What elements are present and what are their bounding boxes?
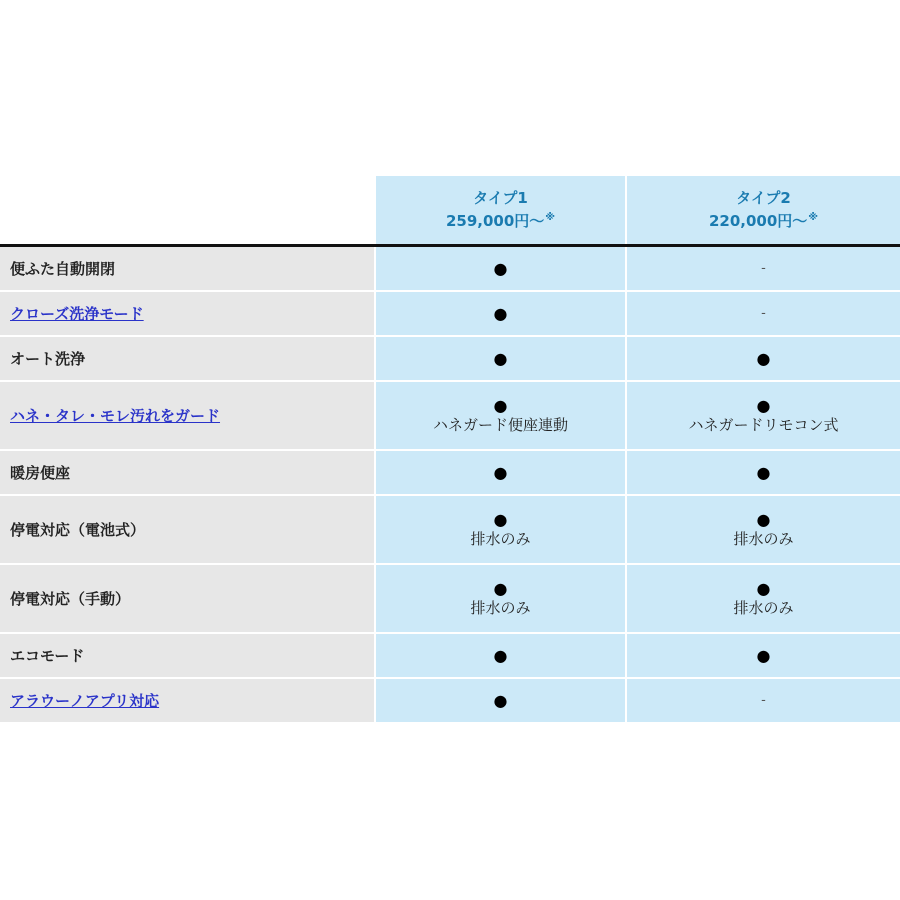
value-note: ハネガード便座連動 (432, 415, 568, 434)
type1-value-cell (376, 451, 625, 494)
table-row (0, 496, 900, 565)
type2-value-cell (627, 634, 900, 677)
type2-value-cell (627, 337, 900, 380)
feature-link[interactable]: クローズ洗浄モード (10, 305, 144, 323)
type1-value-cell (376, 382, 625, 449)
table-header (0, 176, 900, 244)
type2-note-mark: ※ (808, 212, 819, 223)
header-type1 (376, 176, 625, 244)
type1-value-cell (376, 634, 625, 677)
type2-value-cell (627, 247, 900, 290)
not-available-dash: - (761, 692, 766, 708)
available-dot: ● (493, 509, 508, 529)
type1-value-cell (376, 496, 625, 563)
row-label-cell (0, 247, 374, 290)
available-dot: ● (493, 690, 508, 710)
table-row (0, 634, 900, 679)
header-blank-cell (0, 176, 374, 244)
comparison-table (0, 176, 900, 724)
type2-value-cell (627, 679, 900, 722)
value-note: 排水のみ (733, 529, 794, 548)
row-label-cell (0, 292, 374, 335)
type2-value-cell (627, 565, 900, 632)
type1-value-cell (376, 565, 625, 632)
type2-value-cell (627, 382, 900, 449)
available-dot: ● (493, 462, 508, 482)
not-available-dash: - (761, 305, 766, 321)
feature-link[interactable]: ハネ・タレ・モレ汚れをガード (10, 407, 221, 425)
value-note: 排水のみ (470, 598, 531, 617)
type1-price-value: 259,000円～ (445, 212, 545, 230)
type1-price (446, 210, 555, 233)
available-dot: ● (756, 348, 771, 368)
row-label-cell (0, 679, 374, 722)
table-row (0, 679, 900, 724)
available-dot: ● (756, 395, 771, 415)
type2-value-cell (627, 451, 900, 494)
type2-price-value: 220,000円～ (708, 212, 808, 230)
available-dot: ● (756, 578, 771, 598)
table-row (0, 565, 900, 634)
feature-label: 便ふた自動開閉 (10, 260, 116, 278)
row-label-cell (0, 382, 374, 449)
table-row (0, 382, 900, 451)
available-dot: ● (756, 645, 771, 665)
feature-label: エコモード (10, 647, 85, 665)
type1-title: タイプ1 (473, 189, 528, 207)
type1-value-cell (376, 292, 625, 335)
type1-value-cell (376, 247, 625, 290)
table-row (0, 337, 900, 382)
row-label-cell (0, 496, 374, 563)
type1-note-mark: ※ (545, 212, 556, 223)
value-note: ハネガードリモコン式 (688, 415, 839, 434)
row-label-cell (0, 565, 374, 632)
type1-value-cell (376, 679, 625, 722)
feature-label: 停電対応（手動） (10, 590, 131, 608)
type2-title: タイプ2 (736, 189, 791, 207)
row-label-cell (0, 451, 374, 494)
available-dot: ● (756, 509, 771, 529)
feature-label: 停電対応（電池式） (10, 521, 146, 539)
table-body (0, 247, 900, 724)
table-row (0, 247, 900, 292)
row-label-cell (0, 337, 374, 380)
available-dot: ● (756, 462, 771, 482)
available-dot: ● (493, 645, 508, 665)
header-type2 (627, 176, 900, 244)
table-row (0, 451, 900, 496)
row-label-cell (0, 634, 374, 677)
table-row (0, 292, 900, 337)
feature-label: オート洗浄 (10, 350, 86, 368)
type2-value-cell (627, 496, 900, 563)
value-note: 排水のみ (733, 598, 794, 617)
feature-label: 暖房便座 (10, 464, 71, 482)
available-dot: ● (493, 258, 508, 278)
available-dot: ● (493, 578, 508, 598)
feature-link[interactable]: アラウーノアプリ対応 (10, 692, 160, 710)
not-available-dash: - (761, 260, 766, 276)
value-note: 排水のみ (470, 529, 531, 548)
available-dot: ● (493, 395, 508, 415)
type1-value-cell (376, 337, 625, 380)
available-dot: ● (493, 303, 508, 323)
type2-price (709, 210, 818, 233)
available-dot: ● (493, 348, 508, 368)
type2-value-cell (627, 292, 900, 335)
